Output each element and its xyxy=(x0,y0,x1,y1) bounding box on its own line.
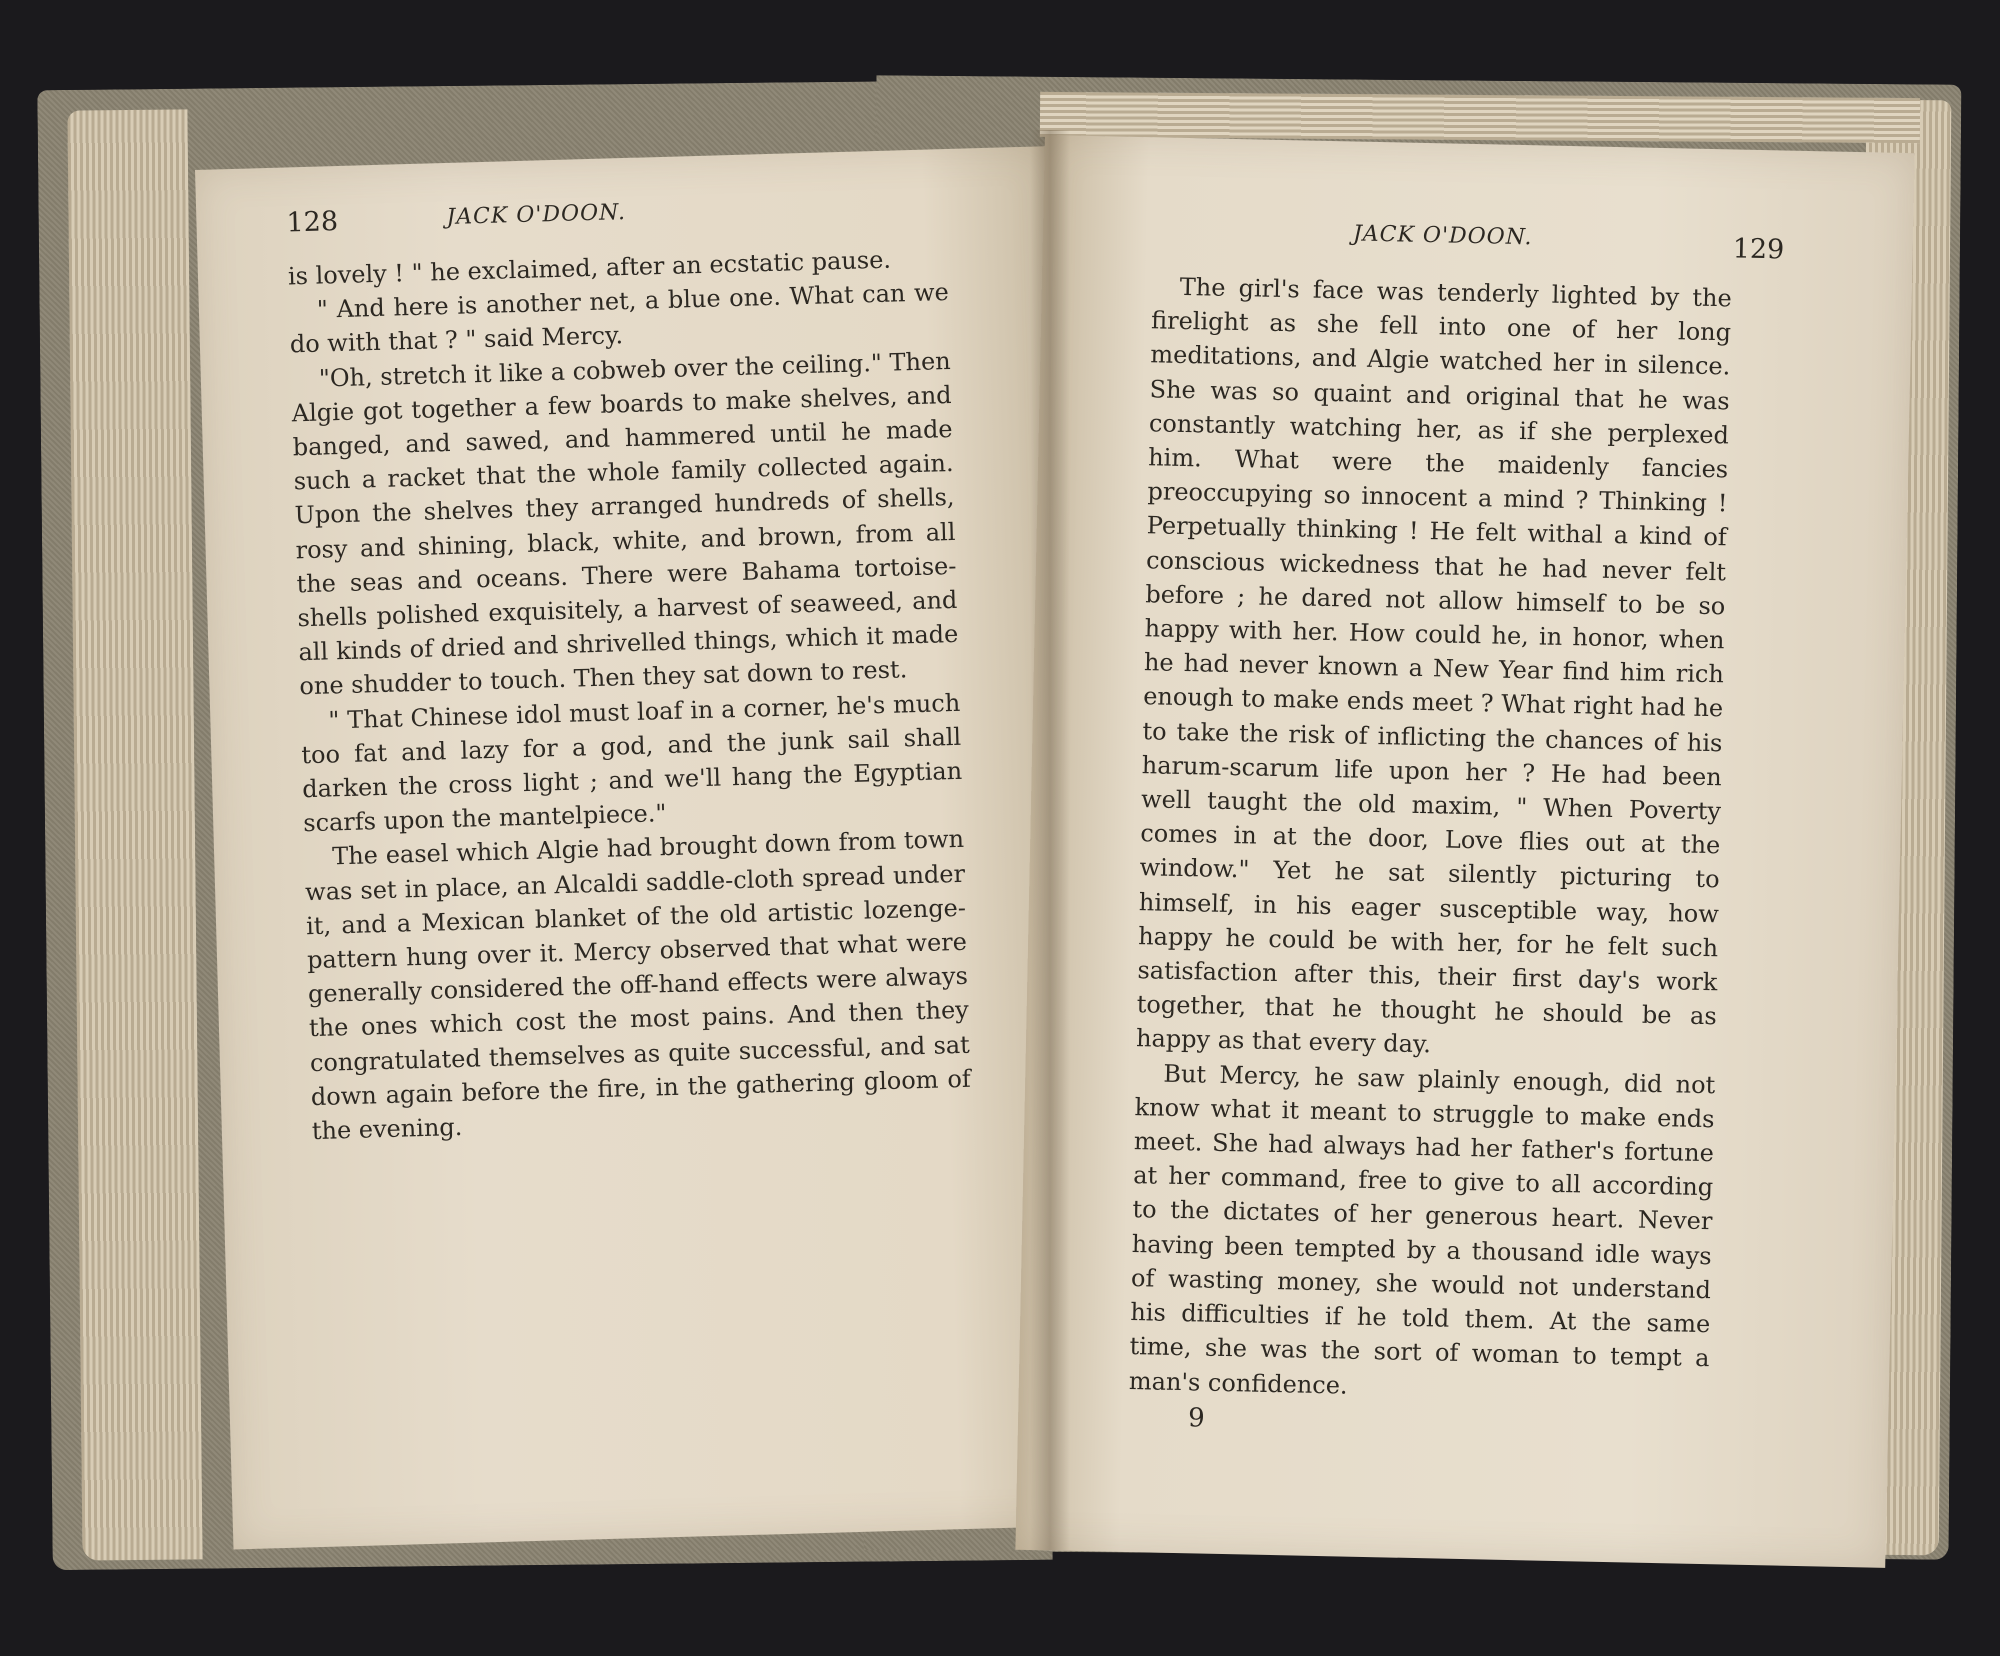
book-gutter xyxy=(1030,130,1070,1550)
paragraph: The girl's face was tenderly lighted by the firelight as she fell into one of her long meditations, and Algie watched her in silence. She was so quaint and original that he was constantly watching her, as if she perplexed him. What were the maidenly fancies preoccupying so innocent a mind ? Thinking ! Perpetually thinking ! He felt withal a kind of conscious wickedness that he had never felt before ; he dared not allow himself to be so happy with her. How could he, in honor, when he had never known a New Year find him rich enough to make ends meet ? What right had he to take the risk of inflicting the chances of his harum-scarum life upon her ? He had been well taught the old maxim, " When Poverty comes in at the door, Love flies out at the window." Yet he sat silently picturing to himself, in his eager susceptible way, how happy he could be with her, for he felt such satisfaction after this, their first day's work together, that he thought he should be as happy as that every day. xyxy=(1135,272,1733,1059)
running-head: JACK O'DOON. xyxy=(446,199,627,230)
page-edges-left xyxy=(67,109,202,1560)
paragraph: " And here is another net, a blue one. What can we do with that ? " said Mercy. xyxy=(289,278,950,359)
paragraph: "Oh, stretch it like a cobweb over the ceiling." Then Algie got together a few boards to make shelves, and banged, and sawed, and hammered until he made such a racket that the whole family collected again. Upon the shelves they arranged hundreds of shells, rosy and shining, black, white, and brown, from all the seas and oceans. There were Bahama tortoise-shells polished exquisitely, a harvest of seaweed, and all kinds of dried and shrivelled things, which it made one shudder to touch. Then they sat down to rest. xyxy=(291,346,959,701)
right-page xyxy=(1015,135,1914,1568)
left-page-text xyxy=(288,241,973,1148)
page-number: 129 xyxy=(1732,233,1785,266)
paragraph: The easel which Algie had brought down from town was set in place, an Alcaldi saddle-cloth spread under it, and a Mexican blanket of the old artistic lozenge-pattern hung over it. Mercy observed that what were generally considered the off-hand effects were always the ones which cost the most pains. And then they congratulated themselves as quite successful, and sat down again before the fire, in the gathering gloom of the evening. xyxy=(304,825,972,1146)
page-edges-top xyxy=(1040,92,1920,143)
left-page-header xyxy=(196,186,1052,250)
paragraph: is lovely ! " he exclaimed, after an ecstatic pause. xyxy=(287,245,892,291)
left-page xyxy=(195,146,1088,1549)
page-number: 128 xyxy=(286,206,339,239)
paragraph: But Mercy, he saw plainly enough, did not know what it meant to struggle to make ends meet. She had always had her father's fortune at her command, free to give to all according to the dictates of her generous heart. Never having been tempted by a thousand idle ways of wasting money, she would not understand his difficulties if he told them. At the same time, she was the sort of woman to tempt a man's confidence. xyxy=(1128,1059,1716,1400)
paragraph: " That Chinese idol must loaf in a corner, he's much too fat and lazy for a god, and the junk sail shall darken the cross light ; and we'll hang the Egyptian scarfs upon the mantelpiece." xyxy=(300,688,963,838)
signature-mark: 9 xyxy=(1187,1403,1206,1434)
running-head: JACK O'DOON. xyxy=(1352,221,1533,251)
right-page-text xyxy=(1129,269,1733,1410)
right-page-header xyxy=(1043,175,1914,266)
